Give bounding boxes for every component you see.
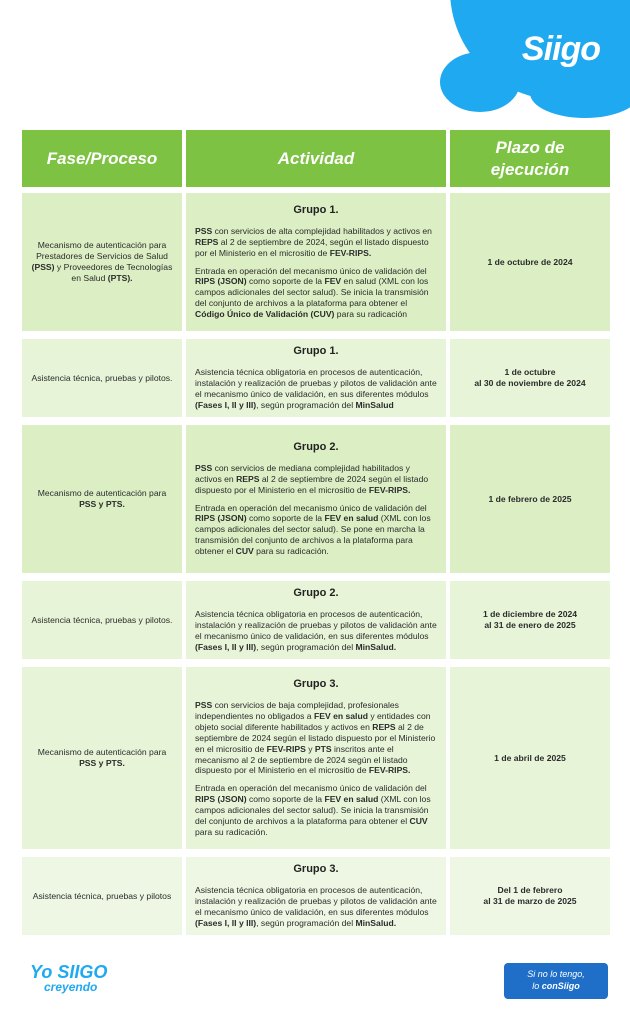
- siigo-logo: Siigo: [521, 30, 600, 68]
- fase-cell: Mecanismo de autenticación para PSS y PTS.: [22, 667, 182, 849]
- table-row: [22, 193, 610, 331]
- group-title: Grupo 3.: [293, 863, 339, 876]
- fase-cell: Asistencia técnica, pruebas y pilotos.: [22, 581, 182, 659]
- actividad-cell: Grupo 1. Asistencia técnica obligatoria en procesos de autenticación, instalación y realización de pruebas y pilotos de validación ante el mecanismo único de validación, en sus diferentes módulos (Fases I, II y III), según programación del MinSalud: [186, 339, 446, 417]
- group-title: Grupo 2.: [293, 587, 339, 600]
- table-row: [22, 339, 610, 417]
- schedule-table: [22, 130, 610, 943]
- slogan-badge: Si no lo tengo, lo conSiigo: [504, 963, 608, 999]
- header-plazo: Plazo de ejecución: [450, 130, 610, 187]
- group-title: Grupo 2.: [293, 440, 339, 453]
- group-title: Grupo 3.: [293, 678, 339, 691]
- yo-siigo-creyendo-logo: Yo SIIGO creyendo: [30, 962, 108, 994]
- table-row: [22, 857, 610, 935]
- plazo-cell: Del 1 de febrero al 31 de marzo de 2025: [450, 857, 610, 935]
- table-header-row: [22, 130, 610, 187]
- actividad-cell: Grupo 3. PSS con servicios de baja complejidad, profesionales independientes no obligados a FEV en salud y entidades con objeto social diferente habilitados y activos en REPS al 2 de septiembre de 2024 según el listado dispuesto por el Ministerio en el micrositio de FEV-RIPS y PTS inscritos ante el mecanismo al 2 de septiembre de 2024 según el listado dispuesto por el Ministerio en el micrositio de FEV-RIPS. Entrada en operación del mecanismo único de validación del RIPS (JSON) como soporte de la FEV en salud (XML con los campos adicionales del sector salud). Se inicia la transmisión del conjunto de archivos a la plataforma para obtener el CUV para su radicación.: [186, 667, 446, 849]
- plazo-cell: 1 de febrero de 2025: [450, 425, 610, 573]
- actividad-cell: Grupo 2. Asistencia técnica obligatoria en procesos de autenticación, instalación y realización de pruebas y pilotos de validación ante el mecanismo único de validación, en sus diferentes módulos (Fases I, II y III), según programación del MinSalud.: [186, 581, 446, 659]
- plazo-cell: 1 de octubre al 30 de noviembre de 2024: [450, 339, 610, 417]
- actividad-cell: Grupo 1. PSS con servicios de alta complejidad habilitados y activos en REPS al 2 de septiembre de 2024, según el listado dispuesto por el Ministerio en el micrositio de FEV-RIPS. Entrada en operación del mecanismo único de validación del RIPS (JSON) como soporte de la FEV en salud (XML con los campos adicionales del sector salud). Se inicia la transmisión del conjunto de archivos a la plataforma para obtener el Código Único de Validación (CUV) para su radicación: [186, 193, 446, 331]
- fase-cell: Asistencia técnica, pruebas y pilotos: [22, 857, 182, 935]
- group-title: Grupo 1.: [293, 203, 339, 216]
- table-row: [22, 425, 610, 573]
- group-title: Grupo 1.: [293, 345, 339, 358]
- table-row: [22, 581, 610, 659]
- table-row: [22, 667, 610, 849]
- actividad-cell: Grupo 2. PSS con servicios de mediana complejidad habilitados y activos en REPS al 2 de septiembre de 2024 según el listado dispuesto por el Ministerio en el micrositio de FEV-RIPS. Entrada en operación del mecanismo único de validación del RIPS (JSON) como soporte de la FEV en salud (XML con los campos adicionales del sector salud). Se pone en marcha la transmisión del conjunto de archivos a la plataforma para obtener el CUV para su radicación.: [186, 425, 446, 573]
- fase-cell: Asistencia técnica, pruebas y pilotos.: [22, 339, 182, 417]
- fase-cell: Mecanismo de autenticación para PSS y PTS.: [22, 425, 182, 573]
- header-fase: Fase/Proceso: [22, 130, 182, 187]
- plazo-cell: 1 de diciembre de 2024 al 31 de enero de 2025: [450, 581, 610, 659]
- plazo-cell: 1 de octubre de 2024: [450, 193, 610, 331]
- header-actividad: Actividad: [186, 130, 446, 187]
- actividad-cell: Grupo 3. Asistencia técnica obligatoria en procesos de autenticación, instalación y realización de pruebas y pilotos de validación ante el mecanismo único de validación, en sus diferentes módulos (Fases I, II y III), según programación del MinSalud.: [186, 857, 446, 935]
- plazo-cell: 1 de abril de 2025: [450, 667, 610, 849]
- fase-cell: Mecanismo de autenticación para Prestadores de Servicios de Salud (PSS) y Proveedores de Tecnologías en Salud (PTS).: [22, 193, 182, 331]
